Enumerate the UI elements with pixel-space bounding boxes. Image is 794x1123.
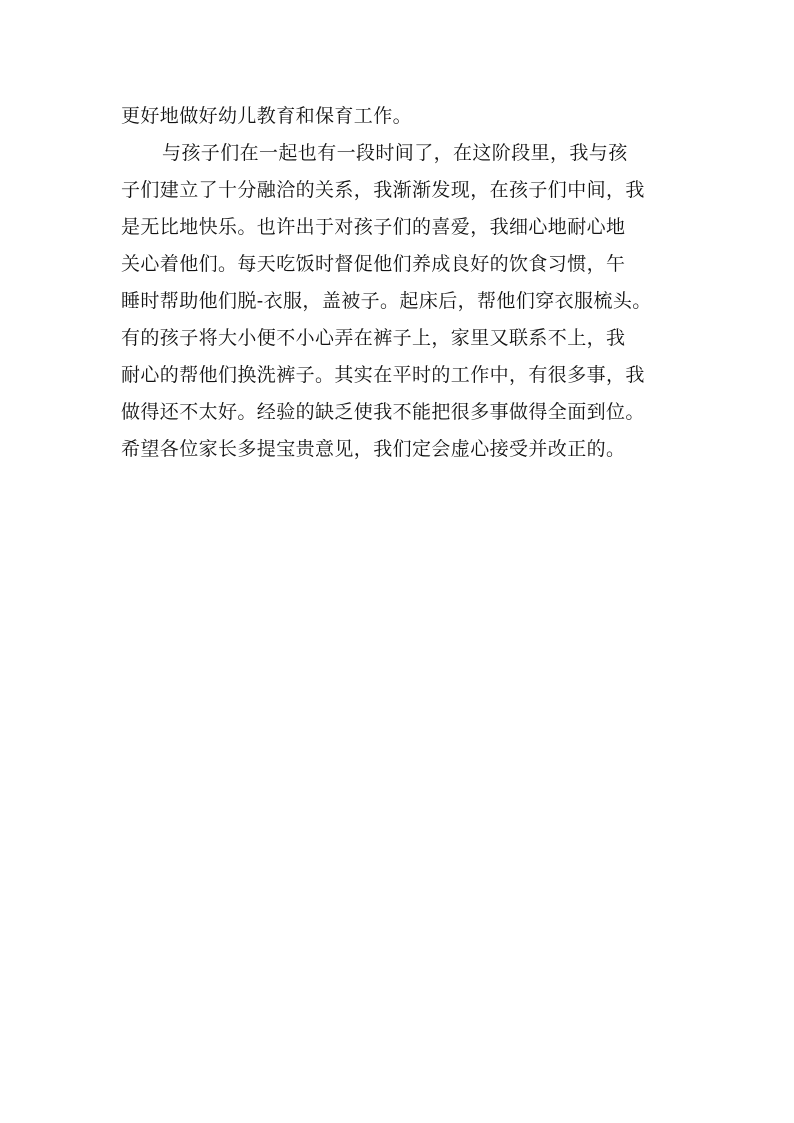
text-line: 关心着他们。每天吃饭时督促他们养成良好的饮食习惯，午 — [121, 253, 626, 275]
text-line: 希望各位家长多提宝贵意见，我们定会虚心接受并改正的。 — [121, 438, 626, 460]
text-line: 更好地做好幼儿教育和保育工作。 — [121, 105, 413, 127]
paragraph-first-line: 与孩子们在一起也有一段时间了，在这阶段里，我与孩 — [162, 142, 628, 164]
body-text — [121, 98, 681, 468]
text-line: 有的孩子将大小便不小心弄在裤子上，家里又联系不上，我 — [121, 327, 626, 349]
text-line: 是无比地快乐。也许出于对孩子们的喜爱，我细心地耐心地 — [121, 216, 626, 238]
text-line: 子们建立了十分融洽的关系，我渐渐发现，在孩子们中间，我 — [121, 179, 645, 201]
text-line: 耐心的帮他们换洗裤子。其实在平时的工作中，有很多事，我 — [121, 364, 645, 386]
text-line: 睡时帮助他们脱-衣服，盖被子。起床后，帮他们穿衣服梳头。 — [121, 290, 652, 312]
text-line: 做得还不太好。经验的缺乏使我不能把很多事做得全面到位。 — [121, 401, 645, 423]
